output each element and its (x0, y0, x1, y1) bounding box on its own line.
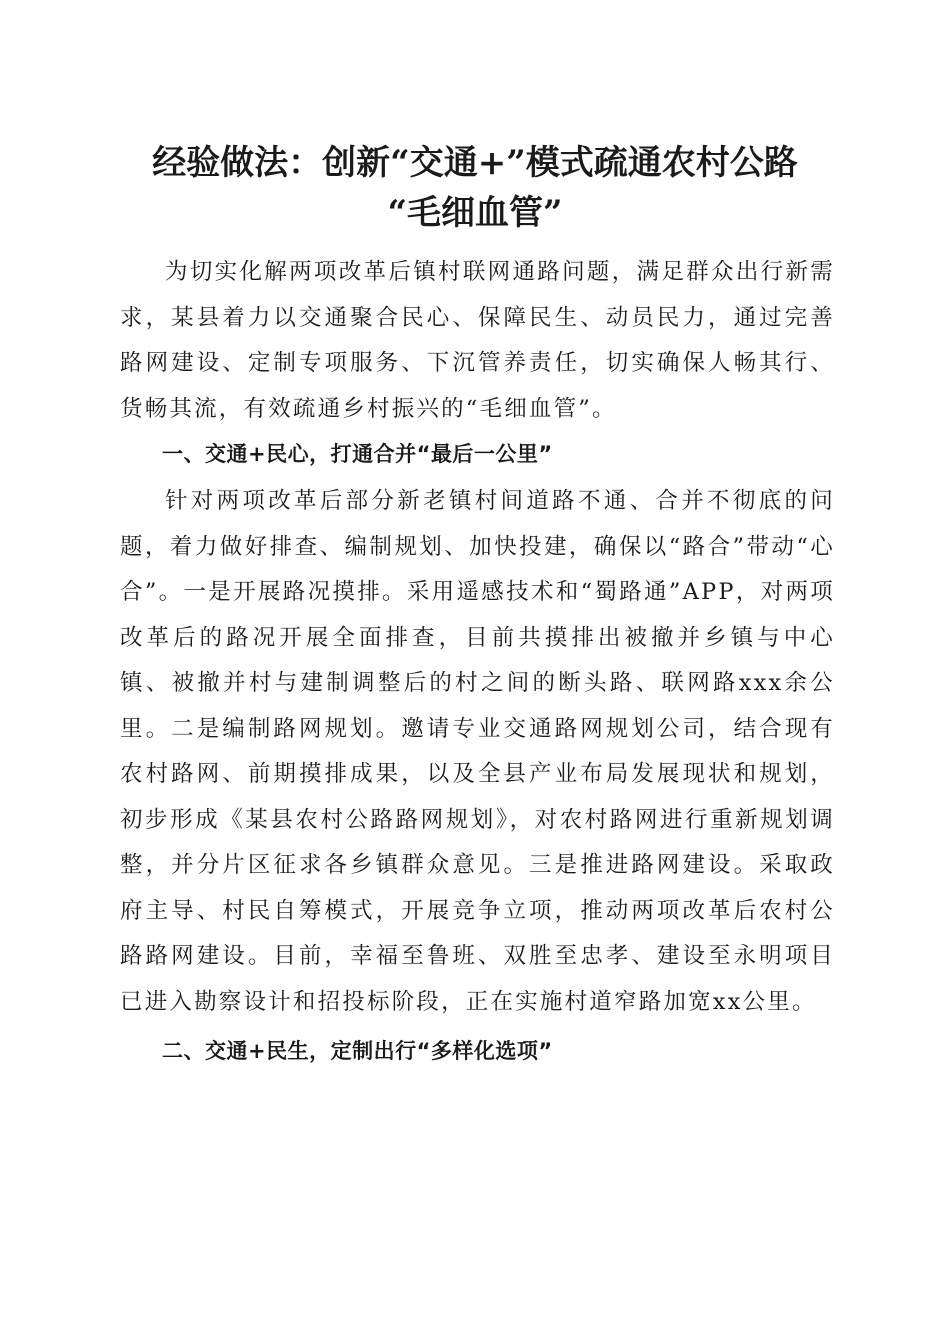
title-line-1: 经验做法：创新“交通+”模式疏通农村公路 (152, 143, 798, 183)
intro-paragraph: 为切实化解两项改革后镇村联网通路问题，满足群众出行新需求，某县着力以交通聚合民心、保障民生、动员民力，通过完善路网建设、定制专项服务、下沉管养责任，切实确保人畅其行、货畅其流，有效疏通乡村振兴的“毛细血管”。 (120, 259, 835, 422)
document-body (120, 250, 835, 1074)
section-2-heading: 二、交通+民生，定制出行“多样化选项” (162, 1039, 553, 1063)
section-1-paragraph: 针对两项改革后部分新老镇村间道路不通、合并不彻底的问题，着力做好排查、编制规划、加快投建，确保以“路合”带动“心合”。一是开展路况摸排。采用遥感技术和“蜀路通”APP，对两项改革后的路况开展全面排查，目前共摸排出被撤并乡镇与中心镇、被撤并村与建制调整后的村之间的断头路、联网路xxx余公里。二是编制路网规划。邀请专业交通路网规划公司，结合现有农村路网、前期摸排成果，以及全县产业布局发展现状和规划，初步形成《某县农村公路路网规划》，对农村路网进行重新规划调整，并分片区征求各乡镇群众意见。三是推进路网建设。采取政府主导、村民自筹模式，开展竞争立项，推动两项改革后农村公路路网建设。目前，幸福至鲁班、双胜至忠孝、建设至永明项目已进入勘察设计和招投标阶段，正在实施村道窄路加宽xx公里。 (120, 488, 835, 1015)
section-1-heading: 一、交通+民心，打通合并“最后一公里” (162, 442, 553, 466)
title-line-2: “毛细血管” (387, 193, 563, 233)
document-title (110, 138, 840, 238)
